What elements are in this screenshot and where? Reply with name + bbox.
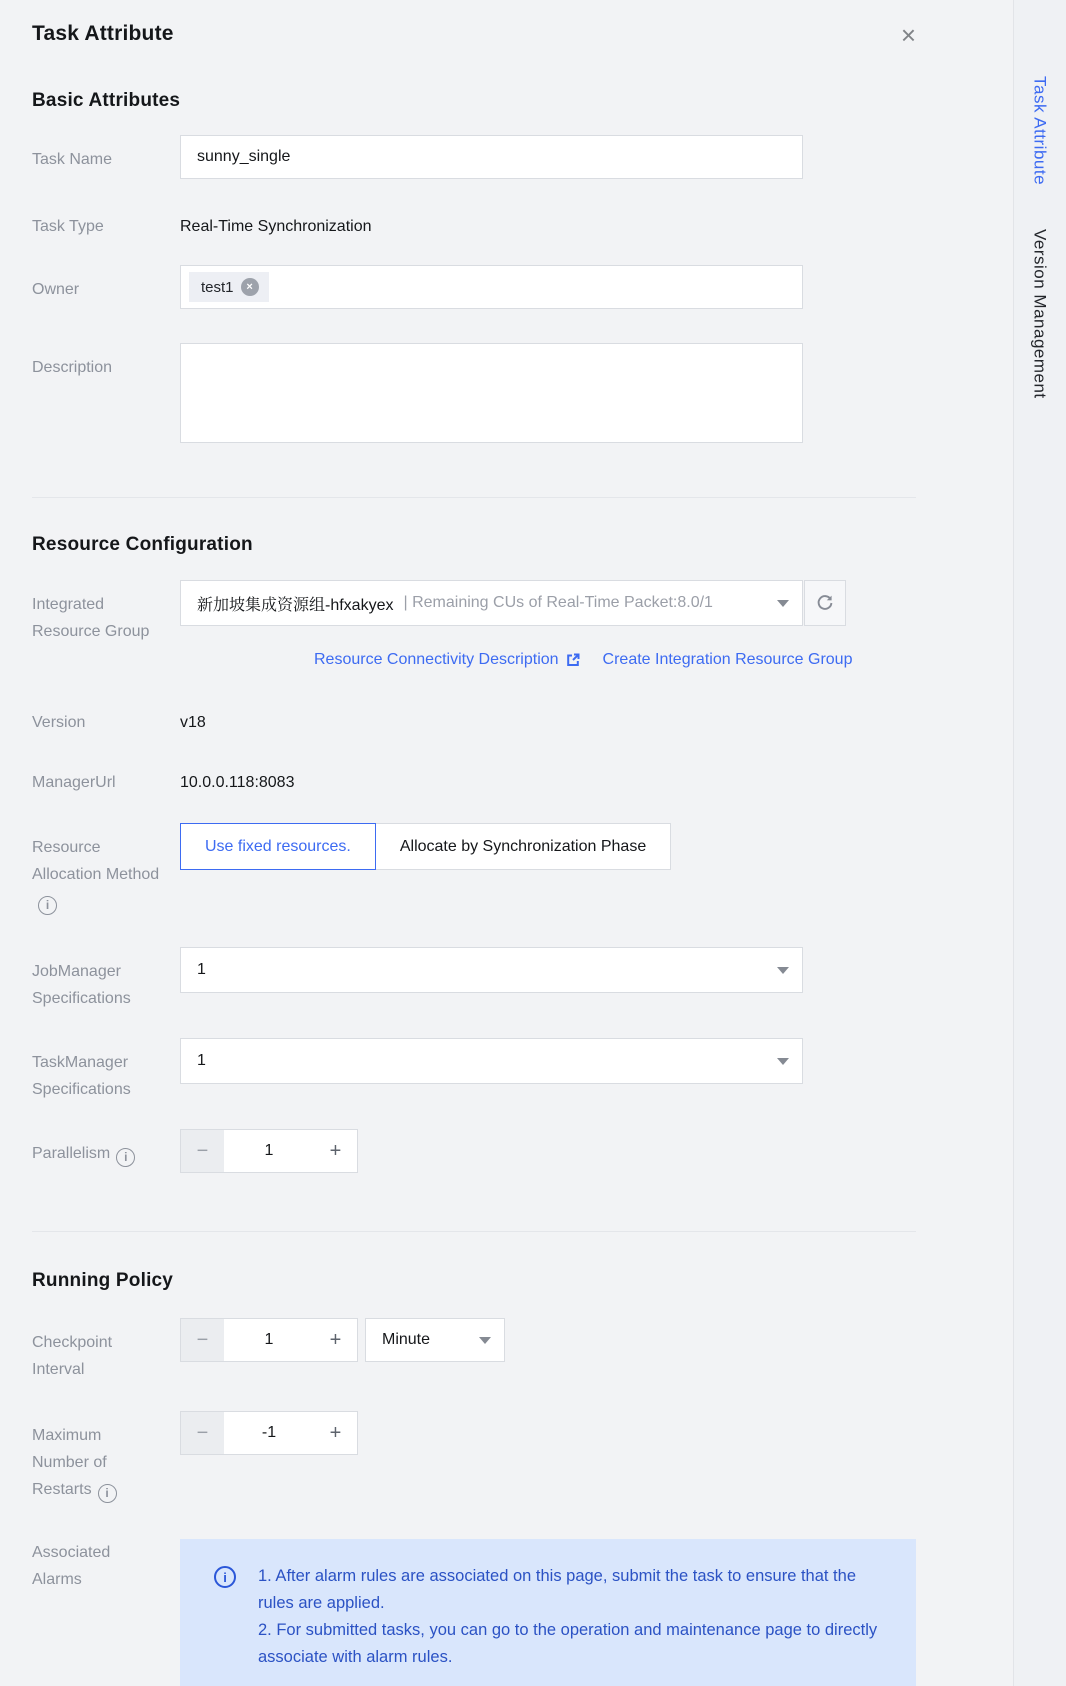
checkpoint-stepper <box>180 1318 358 1362</box>
chevron-down-icon <box>777 967 789 974</box>
checkpoint-interval-row <box>32 1318 916 1383</box>
jobmanager-row <box>32 947 916 1012</box>
plus-button[interactable]: + <box>314 1411 358 1455</box>
section-divider <box>32 1231 916 1232</box>
plus-button[interactable]: + <box>314 1129 358 1173</box>
owner-label: Owner <box>32 281 80 298</box>
info-icon[interactable]: i <box>98 1484 117 1503</box>
manager-url-label: ManagerUrl <box>32 774 116 791</box>
taskmanager-row <box>32 1038 916 1103</box>
tab-version-management[interactable]: Version Management <box>1030 229 1050 399</box>
panel-title: Task Attribute <box>32 22 174 45</box>
task-name-label: Task Name <box>32 151 113 168</box>
taskmanager-value: 1 <box>197 1052 206 1069</box>
checkpoint-unit-value: Minute <box>382 1331 431 1348</box>
resource-group-selected: 新加坡集成资源组-hfxakyex <box>197 596 394 614</box>
section-divider <box>32 497 916 498</box>
alarm-info-text <box>258 1563 888 1671</box>
info-icon[interactable]: i <box>38 896 57 915</box>
max-restarts-row <box>32 1411 916 1503</box>
task-type-label: Task Type <box>32 218 104 235</box>
side-tab-strip <box>1013 0 1066 1686</box>
jobmanager-select[interactable] <box>180 947 803 993</box>
alarm-info-line1: 1. After alarm rules are associated on this page, submit the task to ensure that the rules are applied. <box>258 1567 856 1612</box>
minus-button[interactable]: − <box>180 1318 224 1362</box>
max-restarts-value[interactable]: -1 <box>224 1411 314 1455</box>
checkpoint-value[interactable]: 1 <box>224 1318 314 1362</box>
allocation-method-toggle <box>180 823 916 870</box>
basic-attributes-heading: Basic Attributes <box>32 90 181 111</box>
parallelism-label <box>32 1129 162 1167</box>
parallelism-label-text: Parallelism <box>32 1145 111 1162</box>
alarm-info-box <box>180 1539 916 1686</box>
max-restarts-label <box>32 1411 162 1503</box>
parallelism-stepper <box>180 1129 916 1173</box>
use-fixed-resources-button[interactable]: Use fixed resources. <box>180 823 376 870</box>
minus-button[interactable]: − <box>180 1411 224 1455</box>
refresh-icon <box>816 594 834 612</box>
resource-links <box>180 651 916 669</box>
refresh-button[interactable] <box>804 580 846 626</box>
max-restarts-label-text: Maximum Number of Restarts <box>32 1427 107 1498</box>
description-label: Description <box>32 359 113 376</box>
owner-row <box>32 265 916 309</box>
owner-tag <box>189 272 269 302</box>
version-row <box>32 713 916 733</box>
taskmanager-label: TaskManager Specifications <box>32 1054 131 1098</box>
max-restarts-stepper <box>180 1411 916 1455</box>
description-textarea[interactable] <box>180 343 803 443</box>
create-resource-group-link[interactable] <box>603 651 853 669</box>
close-icon[interactable]: × <box>900 20 916 50</box>
info-icon: i <box>214 1566 236 1588</box>
checkpoint-unit-select[interactable] <box>365 1318 505 1362</box>
integrated-resource-group-label: Integrated Resource Group <box>32 596 150 640</box>
associated-alarms-label: Associated Alarms <box>32 1544 111 1588</box>
manager-url-row <box>32 773 916 793</box>
task-name-row <box>32 135 916 179</box>
version-value: v18 <box>180 714 206 731</box>
resource-connectivity-link[interactable] <box>314 651 581 669</box>
owner-input[interactable] <box>180 265 803 309</box>
resource-group-select[interactable] <box>180 580 803 626</box>
external-link-icon <box>565 652 581 668</box>
manager-url-value: 10.0.0.118:8083 <box>180 774 295 791</box>
taskmanager-select[interactable] <box>180 1038 803 1084</box>
version-label: Version <box>32 714 86 731</box>
owner-tag-label: test1 <box>201 278 234 296</box>
resource-group-remaining: | Remaining CUs of Real-Time Packet:8.0/1 <box>403 594 713 611</box>
checkpoint-interval-label: Checkpoint Interval <box>32 1334 113 1378</box>
plus-button[interactable]: + <box>314 1318 358 1362</box>
chevron-down-icon <box>479 1337 491 1344</box>
jobmanager-label: JobManager Specifications <box>32 963 131 1007</box>
resource-connectivity-link-label: Resource Connectivity Description <box>314 651 559 668</box>
description-row <box>32 343 916 443</box>
task-name-input[interactable] <box>180 135 803 179</box>
resource-allocation-label <box>32 823 162 915</box>
chevron-down-icon <box>777 600 789 607</box>
allocate-by-sync-phase-button[interactable]: Allocate by Synchronization Phase <box>375 823 671 870</box>
minus-button[interactable]: − <box>180 1129 224 1173</box>
info-icon[interactable]: i <box>116 1148 135 1167</box>
resource-configuration-heading: Resource Configuration <box>32 534 253 555</box>
resource-allocation-row <box>32 823 916 915</box>
task-type-value: Real-Time Synchronization <box>180 218 372 235</box>
associated-alarms-row <box>32 1539 916 1686</box>
tag-remove-icon[interactable]: × <box>241 278 259 296</box>
running-policy-heading: Running Policy <box>32 1270 174 1291</box>
panel-header <box>32 0 916 48</box>
parallelism-row <box>32 1129 916 1173</box>
resource-allocation-label-text: Resource Allocation Method <box>32 839 160 883</box>
integrated-resource-group-row <box>32 580 916 669</box>
create-resource-group-link-label: Create Integration Resource Group <box>602 651 853 668</box>
chevron-down-icon <box>777 1058 789 1065</box>
task-type-row <box>32 217 916 237</box>
task-name-value: sunny_single <box>197 148 291 165</box>
jobmanager-value: 1 <box>197 961 206 978</box>
parallelism-value[interactable]: 1 <box>224 1129 314 1173</box>
tab-task-attribute[interactable]: Task Attribute <box>1030 76 1050 186</box>
alarm-info-line2: 2. For submitted tasks, you can go to the operation and maintenance page to directly associate with alarm rules. <box>258 1621 878 1666</box>
